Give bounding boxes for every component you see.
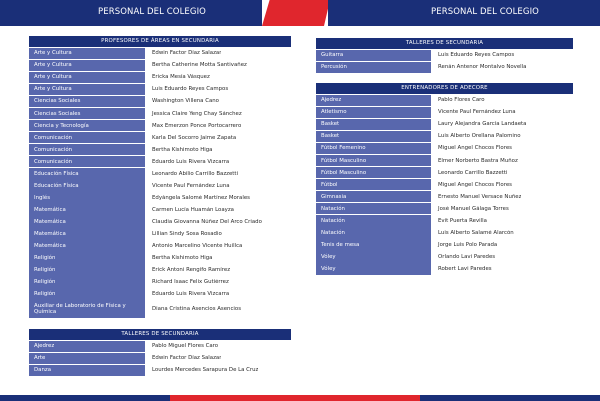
subject-cell: Danza <box>29 365 145 377</box>
table-row <box>316 263 573 275</box>
page-title: PERSONAL DEL COLEGIO <box>98 7 206 17</box>
name-cell: Leonardo Carrillo Bazzetti <box>438 169 508 176</box>
table-row <box>29 192 291 204</box>
name-cell: José Manuel Gálaga Torres <box>438 205 509 212</box>
subject-cell: Auxiliar de Laboratorio de Física y Química <box>29 300 145 318</box>
footer-accent <box>170 395 300 401</box>
table-row <box>29 365 291 377</box>
table-row <box>316 143 573 155</box>
name-cell: Ernesto Manuel Versace Nuñez <box>438 193 522 200</box>
profesores-section <box>29 36 291 318</box>
subject-cell: Comunicación <box>29 156 145 168</box>
subject-cell: Comunicación <box>29 132 145 144</box>
table-row <box>29 168 291 180</box>
right-page <box>300 0 600 401</box>
subject-cell: Matemática <box>29 216 145 228</box>
name-cell: Max Emerzon Ponce Portocarrero <box>152 122 242 129</box>
footer-band <box>420 395 600 401</box>
subject-cell: Educación Física <box>29 180 145 192</box>
table-row <box>29 108 291 120</box>
table-row <box>29 132 291 144</box>
name-cell: Edyángela Salomé Martínez Morales <box>152 194 250 201</box>
subject-cell: Ajedrez <box>29 341 145 353</box>
name-cell: Bertha Kishimoto Higa <box>152 255 213 262</box>
table-row <box>29 96 291 108</box>
name-cell: Robert Lavi Paredes <box>438 265 492 272</box>
table-row <box>29 60 291 72</box>
subject-cell: Religión <box>29 276 145 288</box>
table-row <box>29 228 291 240</box>
subject-cell: Vóley <box>316 263 431 275</box>
subject-cell: Basket <box>316 119 431 131</box>
name-cell: Luis Eduardo Reyes Campos <box>152 86 229 93</box>
subject-cell: Natación <box>316 227 431 239</box>
subject-cell: Basket <box>316 131 431 143</box>
table-row <box>316 251 573 263</box>
talleres-left-section <box>29 329 291 376</box>
table-row <box>29 144 291 156</box>
subject-cell: Fútbol Femenino <box>316 143 431 155</box>
talleres-right-section <box>316 38 573 73</box>
section-title: TALLERES DE SECUNDARIA <box>316 38 573 49</box>
footer-accent <box>300 395 420 401</box>
subject-cell: Fútbol Masculino <box>316 155 431 167</box>
table-row <box>316 107 573 119</box>
table-row <box>316 227 573 239</box>
subject-cell: Fútbol <box>316 179 431 191</box>
subject-cell: Tenis de mesa <box>316 239 431 251</box>
subject-cell: Arte y Cultura <box>29 60 145 72</box>
subject-cell: Religión <box>29 264 145 276</box>
name-cell: Vicente Paul Fernández Luna <box>152 182 230 189</box>
subject-cell: Arte y Cultura <box>29 72 145 84</box>
name-cell: Evit Puerta Revilla <box>438 217 487 224</box>
section-title: PROFESORES DE ÁREAS EN SECUNDARIA <box>29 36 291 47</box>
name-cell: Richard Isaac Felix Gutiérrez <box>152 279 229 286</box>
table-row <box>316 191 573 203</box>
section-title: ENTRENADORES DE ADECORE <box>316 83 573 94</box>
subject-cell: Atletismo <box>316 107 431 119</box>
name-cell: Bertha Kishimoto Higa <box>152 146 213 153</box>
subject-cell: Educación Física <box>29 168 145 180</box>
name-cell: Edwin Factor Díaz Salazar <box>152 50 222 57</box>
page-title: PERSONAL DEL COLEGIO <box>431 7 539 17</box>
table-row <box>29 276 291 288</box>
name-cell: Jorge Luis Polo Parada <box>438 241 498 248</box>
name-cell: Lourdes Mercedes Sarapura De La Cruz <box>152 367 259 374</box>
subject-cell: Ciencia y Tecnología <box>29 120 145 132</box>
name-cell: Luis Alberto Salamé Alarcón <box>438 229 514 236</box>
entrenadores-section <box>316 83 573 275</box>
name-cell: Lillian Sindy Sosa Rosadio <box>152 230 222 237</box>
subject-cell: Matemática <box>29 204 145 216</box>
name-cell: Laury Alejandra García Landaeta <box>438 121 527 128</box>
header-accent <box>262 0 300 26</box>
table-row <box>316 203 573 215</box>
subject-cell: Religión <box>29 288 145 300</box>
name-cell: Jessica Claire Yeng Chay Sánchez <box>152 110 242 117</box>
name-cell: Luis Eduardo Reyes Campos <box>438 52 515 59</box>
name-cell: Pablo Miguel Flores Caro <box>152 343 219 350</box>
name-cell: Antonio Marcelino Vicente Huillca <box>152 243 243 250</box>
name-cell: Eduardo Luis Rivera Vizcarra <box>152 291 230 298</box>
table-row <box>316 62 573 74</box>
table-row <box>29 252 291 264</box>
table-row <box>316 119 573 131</box>
table-row <box>316 50 573 62</box>
subject-cell: Guitarra <box>316 50 431 62</box>
table-row <box>29 48 291 60</box>
subject-cell: Arte y Cultura <box>29 84 145 96</box>
name-cell: Miguel Ángel Chocos Flores <box>438 181 512 188</box>
table-row <box>316 215 573 227</box>
table-row <box>29 204 291 216</box>
name-cell: Erick Antoni Rengifo Ramírez <box>152 267 231 274</box>
name-cell: Eduardo Luis Rivera Vizcarra <box>152 158 230 165</box>
name-cell: Orlando Lavi Paredes <box>438 253 496 260</box>
name-cell: Claudia Giovanna Núñez Del Arco Criado <box>152 218 262 225</box>
subject-cell: Matemática <box>29 240 145 252</box>
table-row <box>29 120 291 132</box>
subject-cell: Arte <box>29 353 145 365</box>
subject-cell: Comunicación <box>29 144 145 156</box>
subject-cell: Religión <box>29 252 145 264</box>
name-cell: Luis Alberto Orellana Palomino <box>438 133 521 140</box>
table-row <box>29 300 291 318</box>
subject-cell: Ciencias Sociales <box>29 96 145 108</box>
subject-cell: Natación <box>316 215 431 227</box>
subject-cell: Gimnasia <box>316 191 431 203</box>
name-cell: Miguel Ángel Chocos Flores <box>438 145 512 152</box>
subject-cell: Vóley <box>316 251 431 263</box>
subject-cell: Natación <box>316 203 431 215</box>
table-row <box>316 179 573 191</box>
name-cell: Edwin Factor Díaz Salazar <box>152 355 222 362</box>
subject-cell: Fútbol Masculino <box>316 167 431 179</box>
table-row <box>29 216 291 228</box>
name-cell: Bertha Catherine Motta Santivañez <box>152 62 247 69</box>
name-cell: Karla Del Socorro Jaime Zapata <box>152 134 237 141</box>
table-row <box>316 167 573 179</box>
name-cell: Pablo Flores Caro <box>438 97 485 104</box>
subject-cell: Inglés <box>29 192 145 204</box>
name-cell: Elmer Norberto Bastra Muñoz <box>438 157 518 164</box>
table-row <box>29 180 291 192</box>
name-cell: Carmen Lucía Huamán Loayza <box>152 206 234 213</box>
name-cell: Renán Antenor Montalvo Novella <box>438 64 527 71</box>
table-row <box>316 95 573 107</box>
table-row <box>316 239 573 251</box>
table-row <box>29 341 291 353</box>
section-title: TALLERES DE SECUNDARIA <box>29 329 291 340</box>
subject-cell: Matemática <box>29 228 145 240</box>
footer-band <box>0 395 170 401</box>
table-row <box>316 131 573 143</box>
table-row <box>29 72 291 84</box>
name-cell: Diana Cristina Asencios Asencios <box>152 306 242 313</box>
header-accent <box>300 0 330 26</box>
subject-cell: Ciencias Sociales <box>29 108 145 120</box>
name-cell: Leonardo Abilio Carrillo Bazzetti <box>152 170 239 177</box>
table-row <box>29 84 291 96</box>
table-row <box>29 156 291 168</box>
table-row <box>29 264 291 276</box>
name-cell: Ericka Mesía Vásquez <box>152 74 210 81</box>
name-cell: Washington Villena Cano <box>152 98 219 105</box>
table-row <box>29 240 291 252</box>
table-row <box>316 155 573 167</box>
name-cell: Vicente Paul Fernández Luna <box>438 109 516 116</box>
subject-cell: Percusión <box>316 62 431 74</box>
subject-cell: Arte y Cultura <box>29 48 145 60</box>
subject-cell: Ajedrez <box>316 95 431 107</box>
table-row <box>29 353 291 365</box>
table-row <box>29 288 291 300</box>
